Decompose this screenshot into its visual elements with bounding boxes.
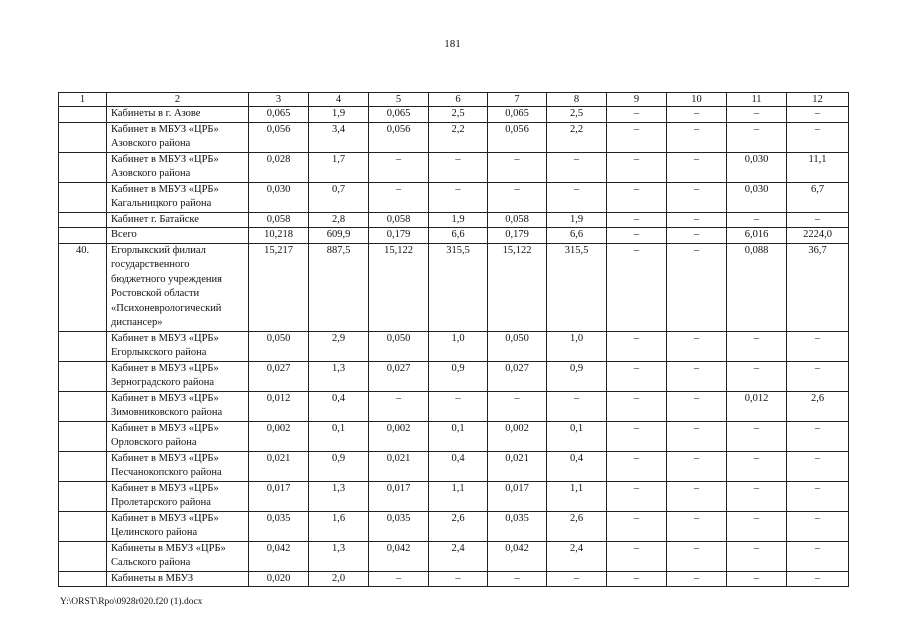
value-cell: – — [607, 511, 667, 541]
value-cell: 0,4 — [309, 391, 369, 421]
table-row — [59, 511, 849, 541]
facility-name-cell: Кабинет в МБУЗ «ЦРБ» Егорлыкского района — [107, 331, 249, 361]
value-cell: – — [607, 541, 667, 571]
value-cell: – — [547, 182, 607, 212]
value-cell: – — [667, 182, 727, 212]
value-cell: 0,7 — [309, 182, 369, 212]
value-cell: – — [607, 391, 667, 421]
value-cell: – — [488, 391, 547, 421]
value-cell: 0,058 — [369, 212, 429, 228]
column-number-header: 11 — [727, 93, 787, 107]
facility-name-cell: Кабинет в МБУЗ «ЦРБ» Песчанокопского района — [107, 451, 249, 481]
value-cell: 10,218 — [249, 228, 309, 244]
value-cell: 0,088 — [727, 243, 787, 331]
value-cell: – — [727, 212, 787, 228]
value-cell: 887,5 — [309, 243, 369, 331]
column-number-header: 4 — [309, 93, 369, 107]
value-cell: – — [727, 571, 787, 587]
value-cell: – — [787, 421, 849, 451]
value-cell: – — [727, 107, 787, 123]
facility-name-cell: Кабинет в МБУЗ «ЦРБ» Зерноградского района — [107, 361, 249, 391]
value-cell: 1,3 — [309, 541, 369, 571]
value-cell: 6,6 — [547, 228, 607, 244]
value-cell: 2,5 — [547, 107, 607, 123]
value-cell: 2,6 — [547, 511, 607, 541]
column-number-header: 9 — [607, 93, 667, 107]
value-cell: 1,9 — [309, 107, 369, 123]
column-number-header: 8 — [547, 93, 607, 107]
value-cell: 1,7 — [309, 152, 369, 182]
value-cell: 1,1 — [547, 481, 607, 511]
value-cell: 6,016 — [727, 228, 787, 244]
value-cell: – — [727, 331, 787, 361]
value-cell: 0,012 — [249, 391, 309, 421]
value-cell: 0,9 — [309, 451, 369, 481]
value-cell: – — [429, 182, 488, 212]
value-cell: – — [667, 331, 727, 361]
data-table — [58, 92, 849, 587]
value-cell: 0,028 — [249, 152, 309, 182]
value-cell: 0,002 — [488, 421, 547, 451]
column-number-header: 2 — [107, 93, 249, 107]
value-cell: – — [607, 212, 667, 228]
value-cell: 0,035 — [369, 511, 429, 541]
value-cell: 0,020 — [249, 571, 309, 587]
column-number-header: 12 — [787, 93, 849, 107]
value-cell: 0,058 — [488, 212, 547, 228]
value-cell: – — [667, 122, 727, 152]
value-cell: 0,021 — [249, 451, 309, 481]
value-cell: – — [547, 152, 607, 182]
facility-name-cell: Кабинет в МБУЗ «ЦРБ» Кагальницкого района — [107, 182, 249, 212]
value-cell: – — [547, 571, 607, 587]
value-cell: 2,9 — [309, 331, 369, 361]
value-cell: 1,0 — [547, 331, 607, 361]
value-cell: 6,6 — [429, 228, 488, 244]
value-cell: 1,9 — [547, 212, 607, 228]
table-row — [59, 122, 849, 152]
value-cell: – — [667, 228, 727, 244]
value-cell: – — [667, 361, 727, 391]
value-cell: – — [607, 571, 667, 587]
column-number-header: 1 — [59, 93, 107, 107]
value-cell: 2,2 — [429, 122, 488, 152]
value-cell: – — [488, 182, 547, 212]
facility-name-cell: Кабинет в МБУЗ «ЦРБ» Азовского района — [107, 122, 249, 152]
row-number-cell — [59, 182, 107, 212]
value-cell: – — [787, 212, 849, 228]
value-cell: 15,122 — [488, 243, 547, 331]
value-cell: – — [607, 122, 667, 152]
value-cell: 0,042 — [369, 541, 429, 571]
value-cell: 2,5 — [429, 107, 488, 123]
value-cell: 609,9 — [309, 228, 369, 244]
row-number-cell — [59, 361, 107, 391]
row-number-cell — [59, 571, 107, 587]
value-cell: – — [727, 511, 787, 541]
value-cell: 0,056 — [369, 122, 429, 152]
value-cell: – — [787, 571, 849, 587]
facility-name-cell: Кабинет в МБУЗ «ЦРБ» Орловского района — [107, 421, 249, 451]
value-cell: 1,3 — [309, 481, 369, 511]
column-number-header: 6 — [429, 93, 488, 107]
value-cell: 2,0 — [309, 571, 369, 587]
value-cell: – — [667, 391, 727, 421]
table-row — [59, 182, 849, 212]
row-number-cell — [59, 152, 107, 182]
value-cell: 2,2 — [547, 122, 607, 152]
value-cell: 0,030 — [727, 182, 787, 212]
value-cell: 0,050 — [488, 331, 547, 361]
value-cell: 0,027 — [369, 361, 429, 391]
value-cell: 0,012 — [727, 391, 787, 421]
value-cell: – — [787, 541, 849, 571]
row-number-cell — [59, 212, 107, 228]
value-cell: 0,179 — [369, 228, 429, 244]
row-number-cell — [59, 541, 107, 571]
row-number-cell — [59, 481, 107, 511]
table-row — [59, 152, 849, 182]
table-row — [59, 361, 849, 391]
value-cell: 0,002 — [369, 421, 429, 451]
value-cell: – — [607, 451, 667, 481]
column-number-header: 3 — [249, 93, 309, 107]
table-row — [59, 228, 849, 244]
value-cell: 15,217 — [249, 243, 309, 331]
table-row — [59, 481, 849, 511]
value-cell: 0,050 — [369, 331, 429, 361]
row-number-cell — [59, 331, 107, 361]
value-cell: 0,065 — [249, 107, 309, 123]
value-cell: 0,9 — [547, 361, 607, 391]
value-cell: – — [607, 107, 667, 123]
column-number-header: 10 — [667, 93, 727, 107]
facility-name-cell: Кабинет в МБУЗ «ЦРБ» Целинского района — [107, 511, 249, 541]
row-number-cell — [59, 228, 107, 244]
value-cell: 0,002 — [249, 421, 309, 451]
value-cell: – — [727, 421, 787, 451]
value-cell: 6,7 — [787, 182, 849, 212]
value-cell: 0,017 — [249, 481, 309, 511]
value-cell: 0,027 — [249, 361, 309, 391]
facility-name-cell: Кабинеты в МБУЗ «ЦРБ» Сальского района — [107, 541, 249, 571]
value-cell: – — [787, 107, 849, 123]
facility-name-cell: Кабинет г. Батайске — [107, 212, 249, 228]
value-cell: – — [667, 511, 727, 541]
value-cell: 0,056 — [249, 122, 309, 152]
value-cell: – — [607, 243, 667, 331]
value-cell: 0,042 — [488, 541, 547, 571]
value-cell: – — [667, 107, 727, 123]
footer-file-path: Y:\ORST\Rpo\0928r020.f20 (1).docx — [60, 597, 203, 607]
value-cell: – — [369, 152, 429, 182]
table-row — [59, 243, 849, 331]
value-cell: 3,4 — [309, 122, 369, 152]
column-number-header: 5 — [369, 93, 429, 107]
value-cell: 2,4 — [547, 541, 607, 571]
value-cell: – — [488, 571, 547, 587]
value-cell: 315,5 — [547, 243, 607, 331]
value-cell: – — [607, 421, 667, 451]
row-number-cell — [59, 391, 107, 421]
facility-name-cell: Кабинет в МБУЗ «ЦРБ» Зимовниковского района — [107, 391, 249, 421]
value-cell: – — [667, 152, 727, 182]
row-number-cell — [59, 122, 107, 152]
table-row — [59, 541, 849, 571]
value-cell: 0,017 — [488, 481, 547, 511]
row-number-cell — [59, 107, 107, 123]
value-cell: – — [607, 182, 667, 212]
value-cell: 0,1 — [547, 421, 607, 451]
value-cell: 1,9 — [429, 212, 488, 228]
row-number-cell — [59, 451, 107, 481]
value-cell: 315,5 — [429, 243, 488, 331]
value-cell: – — [488, 152, 547, 182]
value-cell: – — [727, 122, 787, 152]
facility-name-cell: Кабинеты в МБУЗ — [107, 571, 249, 587]
facility-name-cell: Егорлыкский филиал государственного бюджетного учреждения Ростовской области «Психоневрологический диспансер» — [107, 243, 249, 331]
value-cell: 0,1 — [429, 421, 488, 451]
value-cell: 11,1 — [787, 152, 849, 182]
value-cell: – — [787, 361, 849, 391]
value-cell: – — [667, 212, 727, 228]
facility-name-cell: Всего — [107, 228, 249, 244]
value-cell: – — [547, 391, 607, 421]
value-cell: 0,4 — [547, 451, 607, 481]
value-cell: – — [429, 571, 488, 587]
value-cell: 0,021 — [369, 451, 429, 481]
row-number-cell: 40. — [59, 243, 107, 331]
value-cell: 1,3 — [309, 361, 369, 391]
value-cell: 2,6 — [787, 391, 849, 421]
value-cell: 1,0 — [429, 331, 488, 361]
value-cell: 36,7 — [787, 243, 849, 331]
value-cell: – — [727, 361, 787, 391]
value-cell: – — [369, 571, 429, 587]
value-cell: – — [667, 541, 727, 571]
value-cell: – — [369, 182, 429, 212]
value-cell: – — [667, 421, 727, 451]
value-cell: 0,9 — [429, 361, 488, 391]
value-cell: 1,6 — [309, 511, 369, 541]
table-row — [59, 451, 849, 481]
facility-name-cell: Кабинеты в г. Азове — [107, 107, 249, 123]
value-cell: 0,4 — [429, 451, 488, 481]
facility-name-cell: Кабинет в МБУЗ «ЦРБ» Пролетарского района — [107, 481, 249, 511]
value-cell: 0,050 — [249, 331, 309, 361]
value-cell: 0,065 — [488, 107, 547, 123]
value-cell: 2224,0 — [787, 228, 849, 244]
value-cell: – — [667, 451, 727, 481]
value-cell: – — [667, 243, 727, 331]
value-cell: – — [787, 481, 849, 511]
value-cell: 2,8 — [309, 212, 369, 228]
value-cell: 0,035 — [249, 511, 309, 541]
table-row — [59, 107, 849, 123]
value-cell: 0,179 — [488, 228, 547, 244]
value-cell: – — [429, 391, 488, 421]
value-cell: 0,035 — [488, 511, 547, 541]
value-cell: – — [787, 331, 849, 361]
value-cell: 0,1 — [309, 421, 369, 451]
table-row — [59, 331, 849, 361]
value-cell: 0,065 — [369, 107, 429, 123]
value-cell: – — [607, 331, 667, 361]
value-cell: 0,030 — [249, 182, 309, 212]
value-cell: – — [369, 391, 429, 421]
value-cell: – — [727, 451, 787, 481]
value-cell: – — [787, 451, 849, 481]
value-cell: 1,1 — [429, 481, 488, 511]
table-row — [59, 212, 849, 228]
value-cell: 0,030 — [727, 152, 787, 182]
table-body — [59, 93, 849, 587]
value-cell: 0,058 — [249, 212, 309, 228]
value-cell: – — [607, 361, 667, 391]
value-cell: 0,056 — [488, 122, 547, 152]
value-cell: – — [607, 152, 667, 182]
table-row — [59, 421, 849, 451]
page-number: 181 — [444, 38, 461, 50]
value-cell: – — [787, 511, 849, 541]
value-cell: – — [429, 152, 488, 182]
table-row — [59, 571, 849, 587]
value-cell: – — [667, 571, 727, 587]
value-cell: – — [727, 541, 787, 571]
header-row — [59, 93, 849, 107]
value-cell: – — [607, 228, 667, 244]
row-number-cell — [59, 421, 107, 451]
column-number-header: 7 — [488, 93, 547, 107]
value-cell: – — [607, 481, 667, 511]
facility-name-cell: Кабинет в МБУЗ «ЦРБ» Азовского района — [107, 152, 249, 182]
value-cell: – — [727, 481, 787, 511]
value-cell: 0,042 — [249, 541, 309, 571]
table-row — [59, 391, 849, 421]
value-cell: 2,4 — [429, 541, 488, 571]
value-cell: – — [667, 481, 727, 511]
value-cell: 0,021 — [488, 451, 547, 481]
value-cell: 0,017 — [369, 481, 429, 511]
row-number-cell — [59, 511, 107, 541]
value-cell: 2,6 — [429, 511, 488, 541]
value-cell: – — [787, 122, 849, 152]
value-cell: 0,027 — [488, 361, 547, 391]
value-cell: 15,122 — [369, 243, 429, 331]
